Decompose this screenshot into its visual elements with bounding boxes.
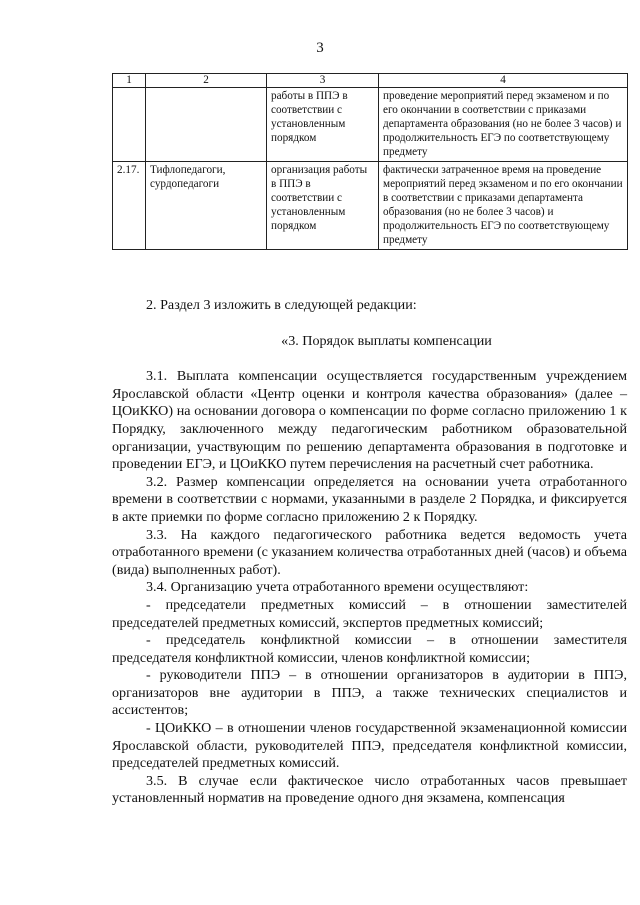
- list-item: - председатели предметных комиссий – в отношении заместителей председателей предметных комиссий, экспертов предметных комиссий;: [112, 596, 627, 631]
- header-cell: 3: [267, 74, 379, 88]
- header-cell: 4: [379, 74, 628, 88]
- table-header-row: [113, 74, 628, 88]
- row-number: 2.17.: [113, 162, 146, 250]
- paragraph-3-2: 3.2. Размер компенсации определяется на основании учета отработанного времени в соответствии с нормами, указанными в разделе 2 Порядка, и фиксируется в акте приемки по форме согласно приложению 2 к Порядку.: [112, 473, 627, 525]
- paragraph-3-5: 3.5. В случае если фактическое число отработанных часов превышает установленный норматив на проведение одного дня экзамена, компенсация: [112, 772, 627, 807]
- row-activity: работы в ППЭ в соответствии с установленным порядком: [267, 88, 379, 162]
- paragraph-3-4: 3.4. Организацию учета отработанного времени осуществляют:: [146, 579, 529, 596]
- section-heading: «3. Порядок выплаты компенсации: [281, 332, 492, 349]
- paragraph-3-3: 3.3. На каждого педагогического работника ведется ведомость учета отработанного времени (с указанием количества отработанных дней (часов) и объема (вида) выполненных работ).: [112, 526, 627, 578]
- list-item: - руководители ППЭ – в отношении организаторов в аудитории в ППЭ, организаторов вне аудитории в ППЭ, а также технических специалистов и ассистентов;: [112, 667, 627, 719]
- table-row: [113, 162, 628, 250]
- norms-table: [112, 73, 628, 250]
- row-number: [113, 88, 146, 162]
- list-item: - председатель конфликтной комиссии – в отношении заместителя председателя конфликтной комиссии, членов конфликтной комиссии;: [112, 632, 627, 666]
- page-number: 3: [316, 40, 324, 56]
- row-time: фактически затраченное время на проведение мероприятий перед экзаменом и по его окончании в соответствии с приказами департамента образования (но не более 3 часов) и продолжительность ЕГЭ по соответствующему предмету: [379, 162, 628, 250]
- intro-paragraph: 2. Раздел 3 изложить в следующей редакции:: [146, 297, 417, 313]
- header-cell: 2: [146, 74, 267, 88]
- header-cell: 1: [113, 74, 146, 88]
- paragraph-3-1: 3.1. Выплата компенсации осуществляется государственным учреждением Ярославской области «Центр оценки и контроля качества образования» (далее – ЦОиККО) на основании договора о компенсации по форме согласно приложению 1 к Порядку, заключенного между педагогическим работником образовательной организации, участвующим по решению департамента образования в подготовке и проведении ЕГЭ, и ЦОиККО путем перечисления на расчетный счет работника.: [112, 368, 627, 473]
- row-activity: организация работы в ППЭ в соответствии с установленным порядком: [267, 162, 379, 250]
- document-body: [112, 297, 627, 808]
- row-category: Тифлопедагоги, сурдопедагоги: [146, 162, 267, 250]
- table-row: [113, 88, 628, 162]
- row-category: [146, 88, 267, 162]
- list-item: - ЦОиККО – в отношении членов государственной экзаменационной комиссии Ярославской области, руководителей ППЭ, председателя конфликтной комиссии, председателей предметных комиссий.: [112, 720, 627, 772]
- row-time: проведение мероприятий перед экзаменом и по его окончании в соответствии с приказами департамента образования (но не более 3 часов) и продолжительность ЕГЭ по соответствующему предмету: [379, 88, 628, 162]
